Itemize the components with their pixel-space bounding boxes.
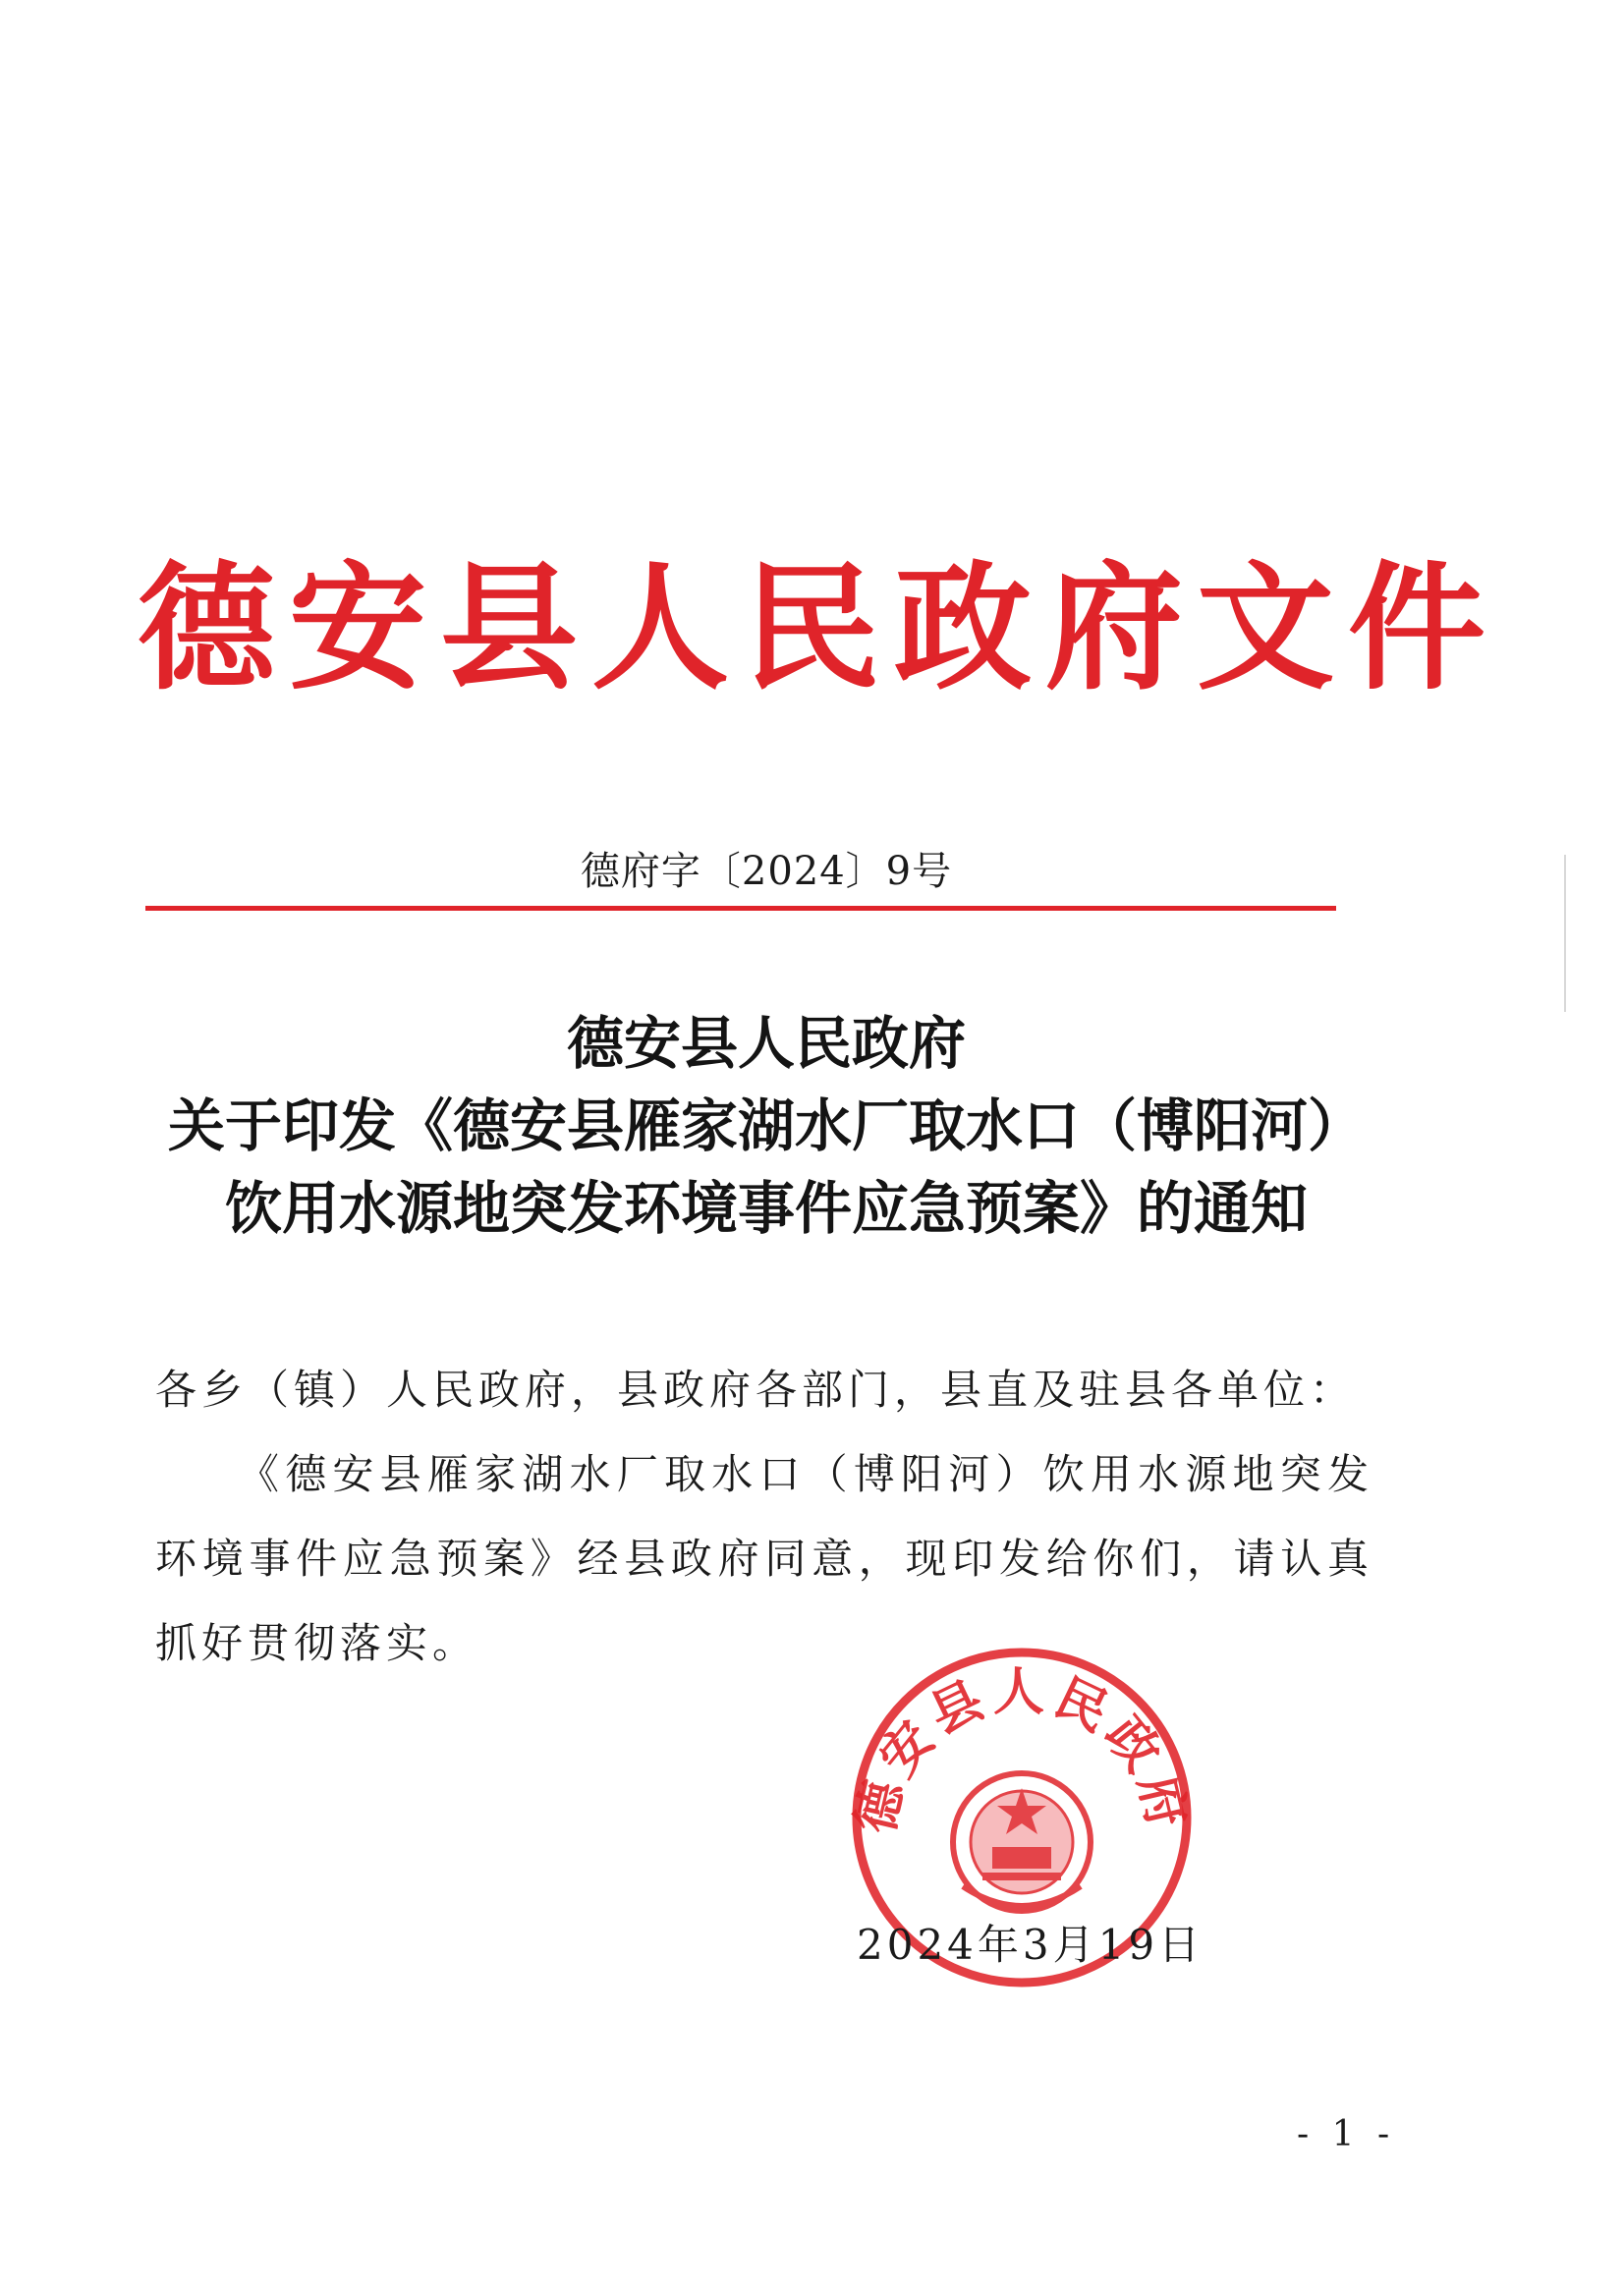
title-line-issuer: 德安县人民政府 <box>566 1010 966 1077</box>
salutation: 各乡（镇）人民政府，县政府各部门，县直及驻县各单位： <box>155 1366 1357 1414</box>
title-line-subject: 关于印发《德安县雁家湖水厂取水口（博阳河） <box>167 1092 1365 1159</box>
body-paragraph: 《德安县雁家湖水厂取水口（博阳河）饮用水源地突发环境事件应急预案》经县政府同意，现印发给你们，请认真抓好贯彻落实。 <box>155 1450 1373 1667</box>
notice-body <box>155 1348 1373 1686</box>
red-divider-line <box>145 906 1336 911</box>
issue-date: 2024年3月19日 <box>857 1921 1204 1969</box>
national-emblem-icon <box>953 1773 1091 1911</box>
document-number: 德府字〔2024〕9号 <box>580 849 953 894</box>
scan-edge-mark <box>1564 855 1566 1012</box>
title-line-subject-cont: 饮用水源地突发环境事件应急预案》的通知 <box>224 1175 1308 1242</box>
page-number: - 1 - <box>1297 2114 1396 2155</box>
seal-text: 德安县人民政府 <box>845 1662 1199 1839</box>
masthead-title: 德安县人民政府文件 <box>138 548 1500 709</box>
notice-title <box>118 1002 1415 1250</box>
